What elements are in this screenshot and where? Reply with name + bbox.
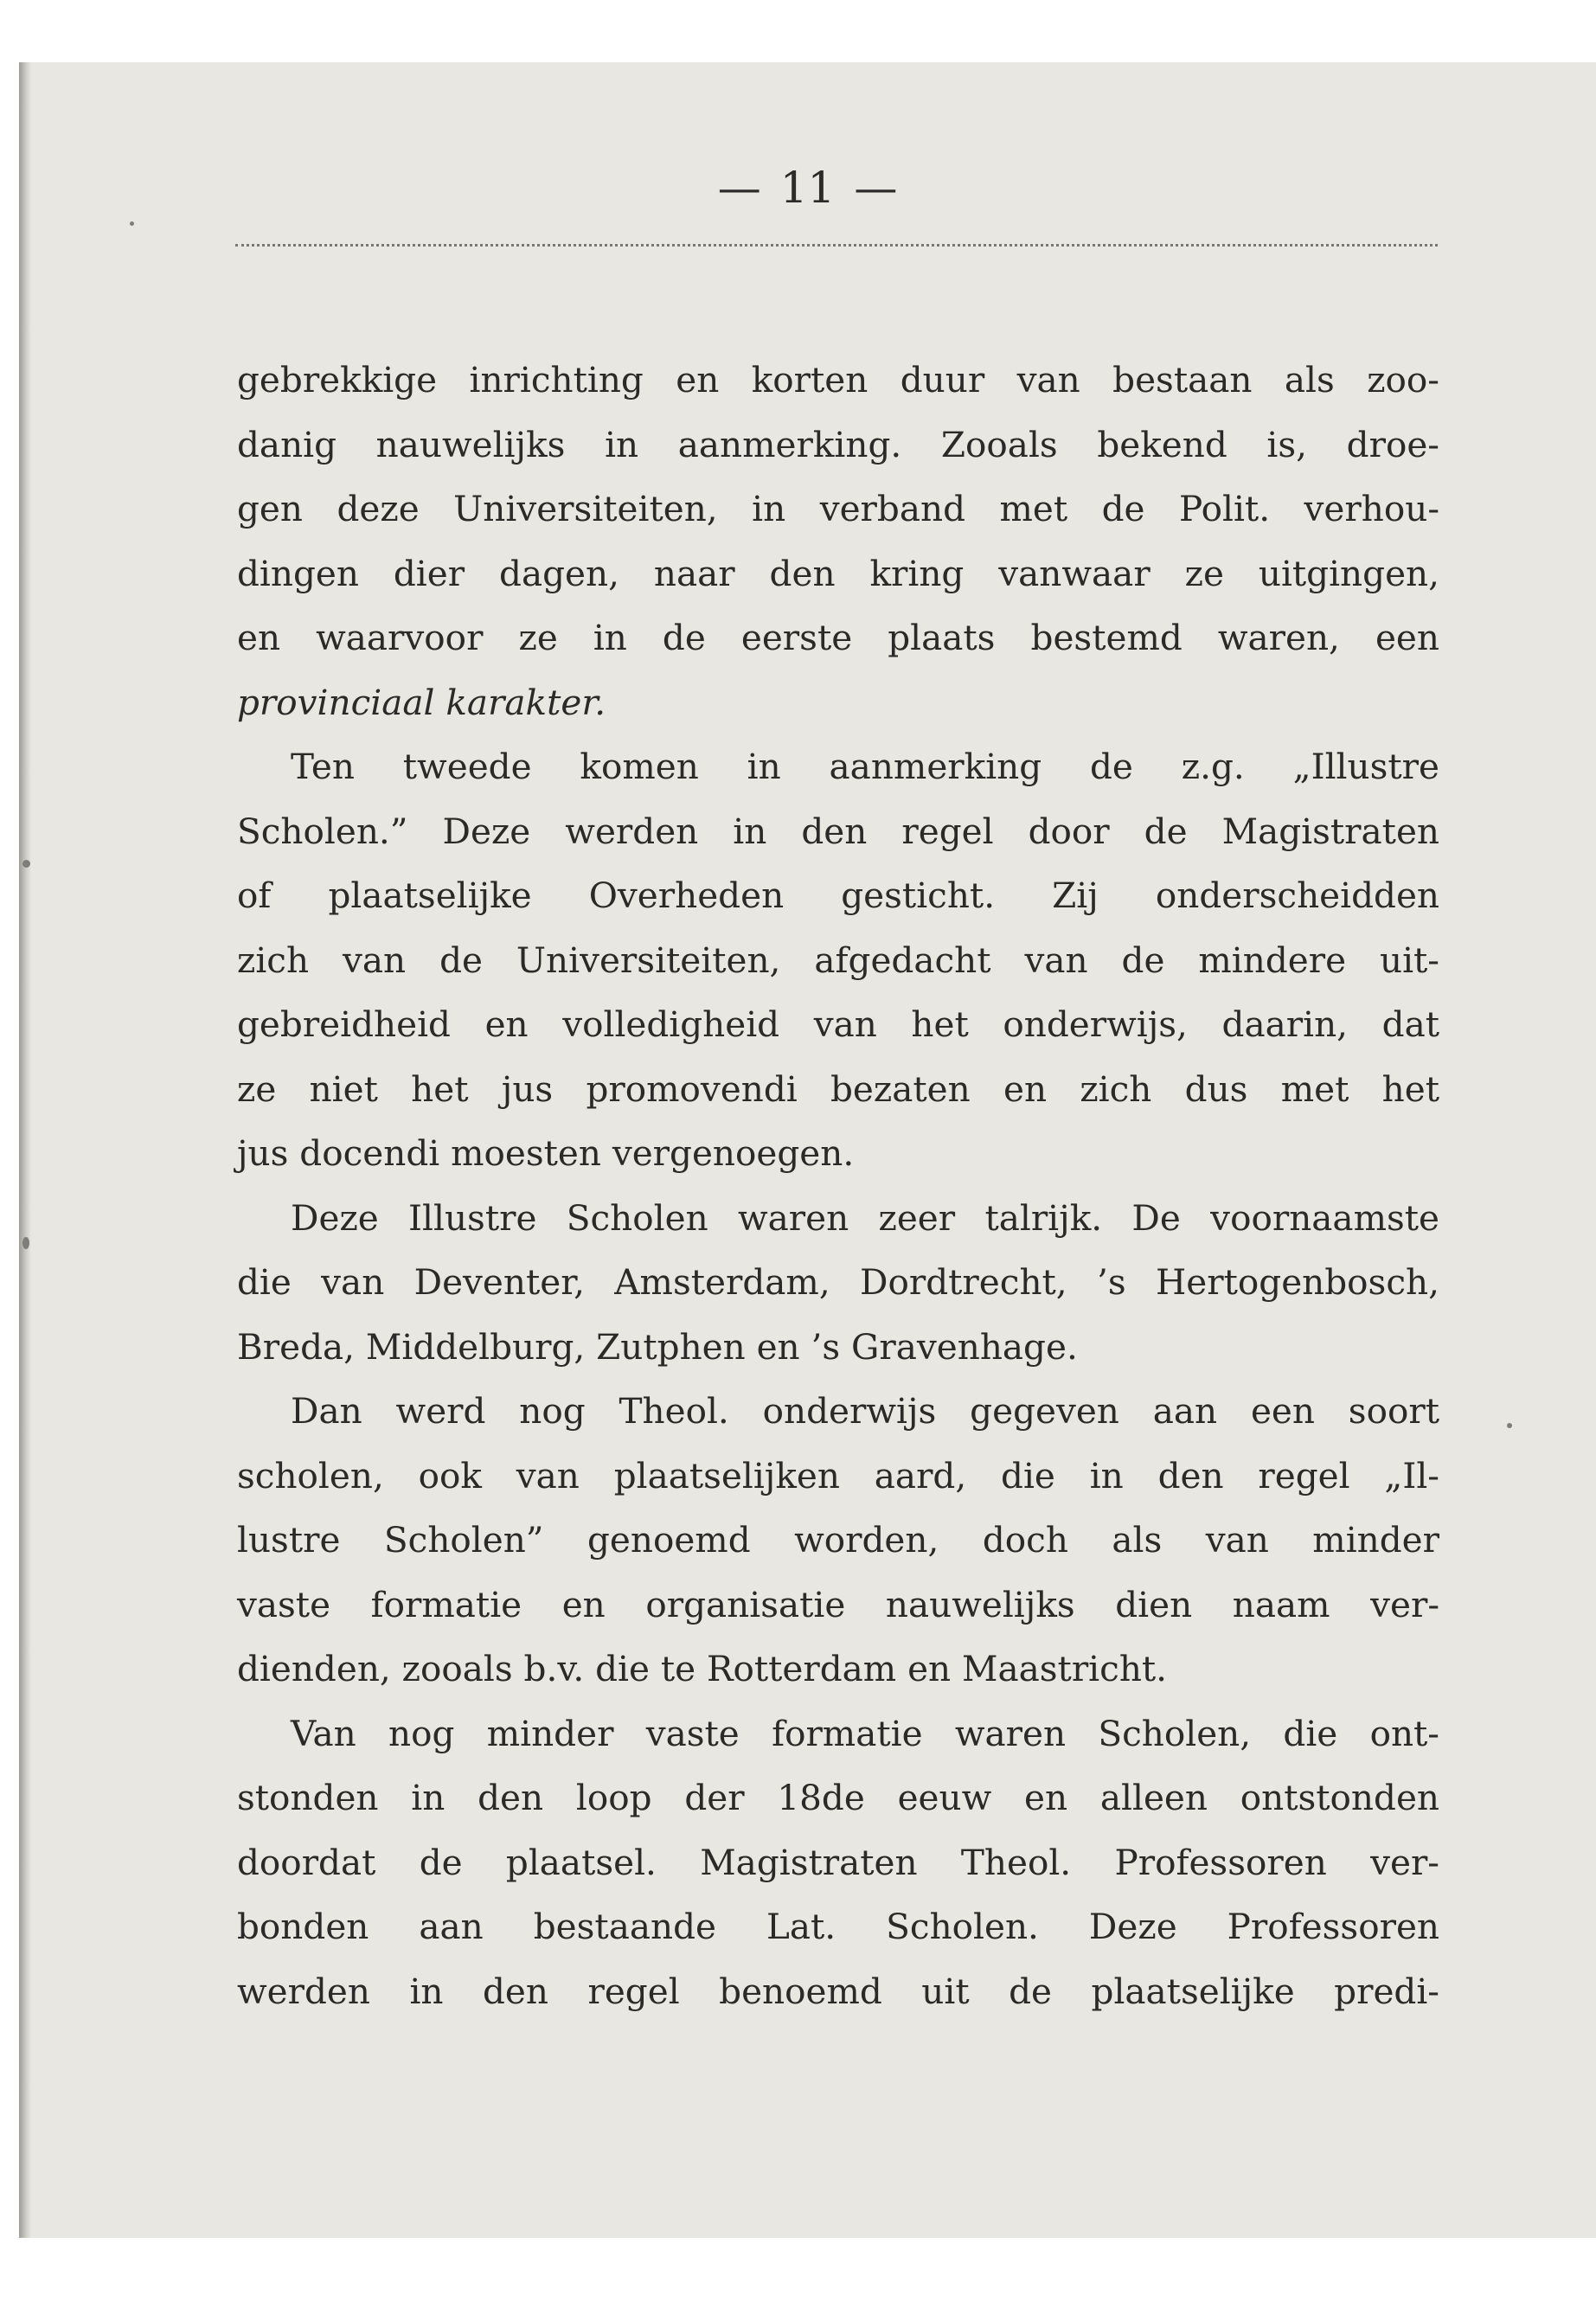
text-line: danig nauwelijks in aanmerking. Zooals bekend is, droe- (237, 423, 1439, 465)
paragraph-first-line: Ten tweede komen in aanmerking de z.g. „Illustre (291, 746, 1439, 787)
text-line: Scholen.” Deze werden in den regel door de Magistraten (237, 810, 1439, 852)
paper-speck (1507, 1423, 1512, 1428)
paper-speck (22, 860, 30, 868)
text-line: Breda, Middelburg, Zutphen en ’s Gravenhage. (237, 1325, 1078, 1368)
paragraph-first-line: Deze Illustre Scholen waren zeer talrijk. De voornaamste (291, 1196, 1439, 1239)
text-line: dingen dier dagen, naar den kring vanwaar ze uitgingen, (237, 552, 1439, 594)
text-line: vaste formatie en organisatie nauwelijks dien naam ver- (237, 1583, 1439, 1625)
header-dotted-rule (235, 244, 1438, 247)
text-line: zich van de Universiteiten, afgedacht van de mindere uit- (237, 939, 1439, 981)
text-line: ze niet het jus promovendi bezaten en zich dus met het (237, 1067, 1439, 1110)
text-line: werden in den regel benoemd uit de plaatselijke predi- (237, 1970, 1439, 2012)
body-text (237, 348, 1439, 2023)
text-line: dienden, zooals b.v. die te Rotterdam en Maastricht. (237, 1648, 1168, 1689)
text-line: scholen, ook van plaatselijken aard, die in den regel „Il- (237, 1454, 1439, 1497)
text-line: lustre Scholen” genoemd worden, doch als van minder (237, 1519, 1439, 1561)
page-number: 11 (779, 163, 836, 213)
text-line: stonden in den loop der 18de eeuw en alleen ontstonden (237, 1777, 1439, 1818)
text-line: gen deze Universiteiten, in verband met de Polit. verhou- (237, 488, 1439, 529)
text-line: en waarvoor ze in de eerste plaats bestemd waren, een (237, 617, 1439, 658)
paper-speck (130, 221, 134, 226)
paragraph-first-line: Van nog minder vaste formatie waren Scholen, die ont- (291, 1712, 1439, 1754)
text-line-italic: provinciaal karakter. (237, 681, 606, 723)
text-line: jus docendi moesten vergenoegen. (237, 1132, 855, 1174)
text-line: doordat de plaatsel. Magistraten Theol. Professoren ver- (237, 1841, 1439, 1883)
text-line: bonden aan bestaande Lat. Scholen. Deze Professoren (237, 1906, 1439, 1947)
page-number-dash-left: — (717, 163, 761, 213)
paragraph-first-line: Dan werd nog Theol. onderwijs gegeven aan een soort (291, 1390, 1439, 1432)
page-number-dash-right: — (854, 163, 898, 213)
text-line: gebrekkige inrichting en korten duur van bestaan als zoo- (237, 359, 1439, 401)
book-page (19, 62, 1596, 2238)
page-header (19, 163, 1596, 213)
paper-speck (22, 1237, 29, 1249)
page-binding-edge (19, 62, 31, 2238)
text-line: of plaatselijke Overheden gesticht. Zij onderscheidden (237, 875, 1439, 916)
text-line: die van Deventer, Amsterdam, Dordtrecht, ’s Hertogenbosch, (237, 1261, 1439, 1303)
text-line: gebreidheid en volledigheid van het onderwijs, daarin, dat (237, 1003, 1439, 1045)
